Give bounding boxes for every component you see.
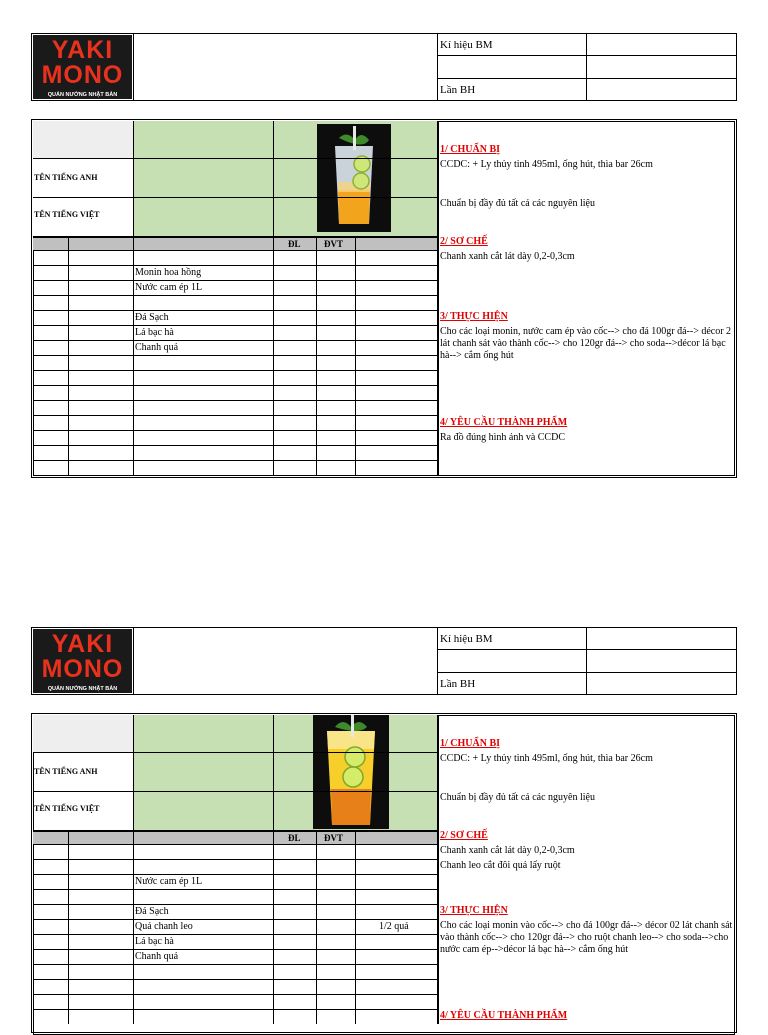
- prep-ingredients: Chuẩn bị đầy đủ tất cả các nguyên liệu: [440, 198, 595, 209]
- brand-logo: [33, 629, 132, 693]
- ingredient-name: Chanh quả: [135, 951, 179, 962]
- header-box: [31, 33, 737, 101]
- execute-text: Cho các loại monin vào cốc--> cho đá 100gr đá--> décor 02 lát chanh sát vào thành cốc--> cho 120gr đá--> cho ruột chanh leo--> cho soda-->cho nước cam ép-->décor lá bạc hà--> cắm ống hút: [440, 920, 733, 955]
- brand-word-2: MONO: [41, 655, 124, 683]
- header-box: [31, 627, 737, 695]
- vietnamese-name-label: TÊN TIẾNG VIỆT: [34, 210, 100, 219]
- lan-bh-label: Lần BH: [440, 678, 476, 690]
- section-title-execute: 3/ THỰC HIỆN: [440, 905, 508, 916]
- drink-photo: [313, 715, 389, 829]
- brand-word-1: YAKI: [51, 630, 114, 658]
- ingredient-name: Đá Sạch: [135, 312, 169, 323]
- ki-hieu-label: Kí hiệu BM: [440, 633, 493, 645]
- section-title-execute: 3/ THỰC HIỆN: [440, 311, 508, 322]
- col-dl-header: ĐL: [288, 833, 301, 843]
- prep-tools: CCDC: + Ly thủy tinh 495ml, ống hút, thìa bar 26cm: [440, 159, 653, 170]
- brand-word-2: MONO: [41, 61, 124, 89]
- prep-tools: CCDC: + Ly thủy tinh 495ml, ống hút, thìa bar 26cm: [440, 753, 653, 764]
- section-title-preprocess: 2/ SƠ CHẾ: [440, 236, 488, 247]
- col-dvt-header: ĐVT: [324, 239, 344, 249]
- ingredient-name: Nước cam ép 1L: [135, 876, 203, 887]
- preprocess-text: Chanh xanh cắt lát dày 0,2-0,3cm: [440, 251, 575, 262]
- preprocess-text: Chanh leo cắt đôi quả lấy ruột: [440, 860, 561, 871]
- execute-text: Cho các loại monin, nước cam ép vào cốc--> cho đá 100gr đá--> décor 2 lát chanh sát vào thành cốc--> cho 120gr đá--> cho soda-->décor lá bạc hà--> cắm ống hút: [440, 326, 732, 361]
- ingredient-amount: 1/2 quả: [379, 921, 409, 932]
- ingredient-name: Lá bạc hà: [135, 936, 174, 947]
- brand-word-1: YAKI: [51, 36, 114, 64]
- ingredient-name: Quả chanh leo: [135, 921, 193, 932]
- result-text: Ra đồ đúng hình ảnh và CCDC: [440, 432, 565, 443]
- ingredient-name: Monin hoa hồng: [135, 267, 202, 278]
- vietnamese-name-label: TÊN TIẾNG VIỆT: [34, 804, 100, 813]
- section-title-prep: 1/ CHUẨN BỊ: [440, 144, 501, 155]
- section-title-result: 4/ YÊU CẦU THÀNH PHẨM: [440, 1010, 568, 1021]
- section-title-preprocess: 2/ SƠ CHẾ: [440, 830, 488, 841]
- english-name-label: TÊN TIẾNG ANH: [34, 767, 98, 776]
- ingredient-name: Chanh quả: [135, 342, 179, 353]
- brand-logo: [33, 35, 132, 99]
- ki-hieu-label: Kí hiệu BM: [440, 39, 493, 51]
- prep-ingredients: Chuẩn bị đầy đủ tất cả các nguyên liệu: [440, 792, 595, 803]
- english-name-label: TÊN TIẾNG ANH: [34, 173, 98, 182]
- drink-photo: [317, 124, 391, 232]
- brand-tagline: QUÁN NƯỚNG NHẬT BẢN: [47, 686, 118, 692]
- section-title-result: 4/ YÊU CẦU THÀNH PHẨM: [440, 417, 568, 428]
- brand-tagline: QUÁN NƯỚNG NHẬT BẢN: [47, 92, 118, 98]
- ingredient-name: Đá Sạch: [135, 906, 169, 917]
- col-dl-header: ĐL: [288, 239, 301, 249]
- preprocess-text: Chanh xanh cắt lát dày 0,2-0,3cm: [440, 845, 575, 856]
- col-dvt-header: ĐVT: [324, 833, 344, 843]
- ingredient-name: Lá bạc hà: [135, 327, 174, 338]
- ingredient-name: Nước cam ép 1L: [135, 282, 203, 293]
- lan-bh-label: Lần BH: [440, 84, 476, 96]
- section-title-prep: 1/ CHUẨN BỊ: [440, 738, 501, 749]
